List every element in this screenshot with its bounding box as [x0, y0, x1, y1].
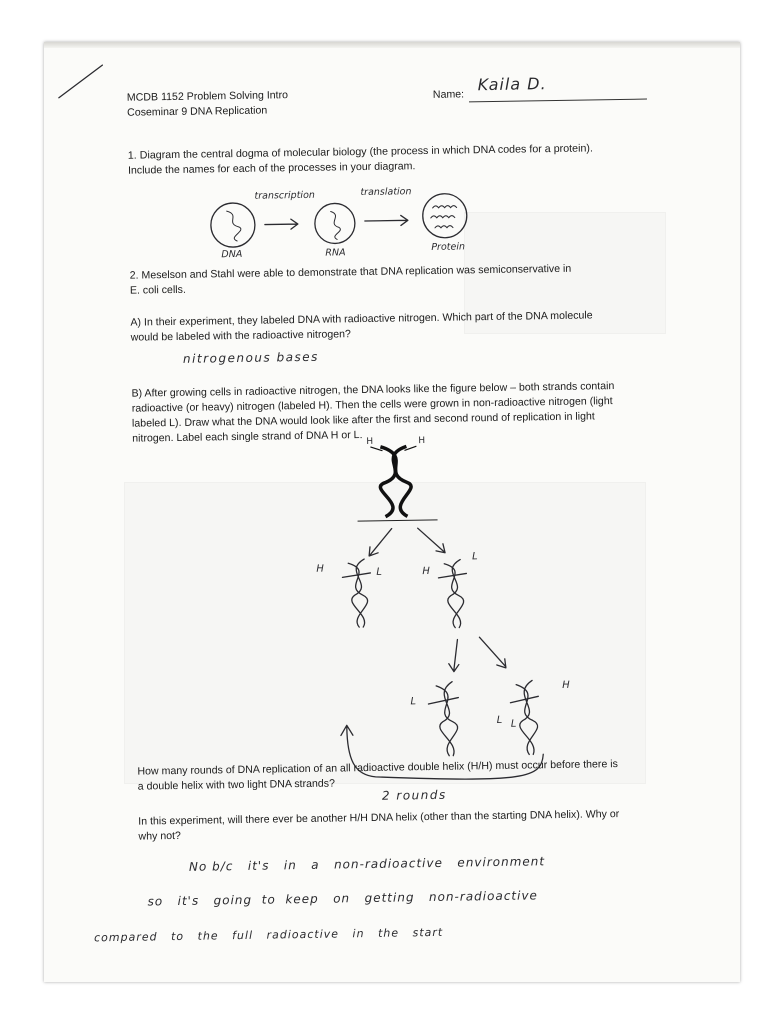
protein-label: Protein	[431, 241, 466, 253]
q2a-line2: would be labeled with the radioactive nitrogen?	[130, 328, 351, 344]
starting-double-helix	[356, 446, 437, 521]
round1-left-helix	[342, 559, 371, 627]
rounds-question-line2: a double helix with two light DNA strands?	[137, 777, 336, 793]
worksheet-subtitle: Coseminar 9 DNA Replication	[127, 104, 268, 119]
rounds-answer: 2 rounds	[381, 787, 447, 803]
round2-right-helix	[510, 680, 539, 754]
arrow-round2-left	[448, 640, 459, 672]
worksheet-page	[44, 42, 740, 982]
round1-right-helix	[438, 559, 467, 627]
hh-answer-line3: compared to the full radioactive in the start	[93, 925, 444, 945]
q2a-answer: nitrogenous bases	[182, 349, 319, 366]
hh-question-line1: In this experiment, will there ever be another H/H DNA helix (other than the starting DNA helix). Why or	[138, 808, 620, 828]
q2b-line4: nitrogen. Label each single strand of DNA H or L.	[132, 429, 363, 445]
q2b-line2: radioactive (or heavy) nitrogen (labeled H). Then the cells were grown in non-radioactive nitrogen (light	[131, 395, 613, 415]
label-r2-right-a: L	[510, 718, 517, 730]
transcription-label: transcription	[254, 189, 315, 202]
student-name: Kaila D.	[477, 74, 547, 95]
rounds-question-line1: How many rounds of DNA replication of an all radioactive double helix (H/H) must occur before there is	[137, 758, 618, 778]
translation-label: translation	[360, 186, 412, 199]
arrow-round2-right	[479, 637, 505, 668]
rna-label: RNA	[325, 247, 346, 259]
course-title: MCDB 1152 Problem Solving Intro	[126, 89, 289, 104]
label-r1-right-a: H	[422, 566, 430, 578]
label-top-right: H	[418, 436, 426, 447]
arrow-round1-right	[418, 528, 445, 553]
label-r1-left-b: L	[376, 566, 383, 578]
q1-prompt-line1: 1. Diagram the central dogma of molecular biology (the process in which DNA codes for a protein).	[127, 142, 593, 162]
label-top-left: H	[366, 436, 374, 447]
hh-answer-line2: so it's going to keep on getting non-radioactive	[147, 888, 538, 909]
q2-prompt-line1: 2. Meselson and Stahl were able to demonstrate that DNA replication was semiconservative in	[129, 262, 572, 282]
arrow-round1-left	[369, 529, 392, 556]
q2b-line3: labeled L). Draw what the DNA would look like after the first and second round of replication in light	[131, 410, 595, 430]
label-r2-right-b: H	[562, 679, 570, 691]
label-r2-left-b: L	[496, 714, 503, 726]
q1-prompt-line2: Include the names for each of the processes in your diagram.	[127, 160, 416, 177]
hh-question-line2: why not?	[138, 829, 181, 843]
q2a-line1: A) In their experiment, they labeled DNA with radioactive nitrogen. Which part of the DNA molecule	[130, 309, 593, 329]
dna-label: DNA	[221, 248, 243, 261]
hh-answer-line1: No b/c it's in a non-radioactive environment	[188, 854, 546, 874]
page-content	[44, 42, 740, 982]
label-r1-left-a: H	[316, 563, 324, 575]
label-r2-left-a: L	[410, 696, 417, 708]
round2-left-helix	[428, 682, 459, 756]
q2b-line1: B) After growing cells in radioactive nitrogen, the DNA looks like the figure below – both strands contain	[131, 380, 615, 400]
label-r1-right-b: L	[472, 551, 478, 563]
name-label: Name:	[432, 88, 465, 101]
q2-prompt-line2: E. coli cells.	[129, 283, 186, 297]
